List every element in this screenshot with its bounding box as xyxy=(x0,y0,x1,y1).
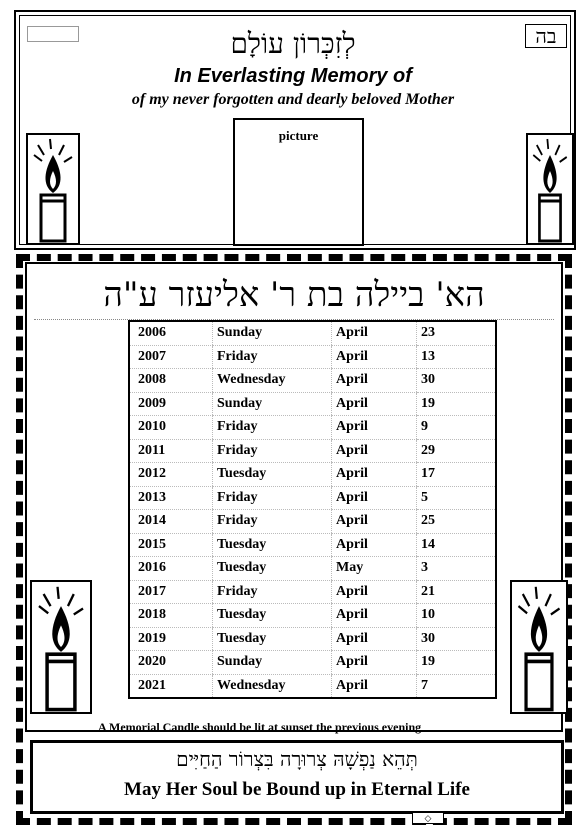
day-cell: Friday xyxy=(213,345,332,369)
date-cell: 17 xyxy=(417,463,497,487)
date-cell: 19 xyxy=(417,651,497,675)
table-row xyxy=(129,604,496,628)
day-cell: Sunday xyxy=(213,321,332,345)
day-cell: Tuesday xyxy=(213,604,332,628)
month-cell: April xyxy=(332,439,417,463)
resize-handle[interactable]: ◇ xyxy=(412,812,444,824)
date-cell: 3 xyxy=(417,557,497,581)
month-cell: April xyxy=(332,651,417,675)
table-row xyxy=(129,580,496,604)
year-cell: 2011 xyxy=(129,439,213,463)
date-cell: 30 xyxy=(417,369,497,393)
day-cell: Tuesday xyxy=(213,627,332,651)
memorial-candle-icon xyxy=(28,135,78,243)
table-row xyxy=(129,651,496,675)
table-row xyxy=(129,416,496,440)
day-cell: Sunday xyxy=(213,651,332,675)
year-cell: 2016 xyxy=(129,557,213,581)
title-line-1: In Everlasting Memory of xyxy=(174,65,412,87)
year-cell: 2017 xyxy=(129,580,213,604)
table-row xyxy=(129,557,496,581)
table-row xyxy=(129,439,496,463)
day-cell: Sunday xyxy=(213,392,332,416)
date-cell: 25 xyxy=(417,510,497,534)
month-cell: April xyxy=(332,416,417,440)
table-row xyxy=(129,627,496,651)
candle-bottom-left xyxy=(30,580,92,714)
year-cell: 2014 xyxy=(129,510,213,534)
footer-hebrew: תְּהֵא נַפְשָׁהּ צְרוּרָה בִּצְרוֹר הַחַיִּים xyxy=(176,747,418,771)
candle-top-left xyxy=(26,133,80,245)
month-cell: April xyxy=(332,580,417,604)
date-cell: 9 xyxy=(417,416,497,440)
picture-placeholder[interactable] xyxy=(233,118,364,246)
date-cell: 5 xyxy=(417,486,497,510)
memorial-candle-icon xyxy=(32,582,90,712)
bh-mark: בה xyxy=(525,24,567,48)
month-cell: April xyxy=(332,510,417,534)
day-cell: Tuesday xyxy=(213,463,332,487)
table-row xyxy=(129,392,496,416)
year-cell: 2021 xyxy=(129,674,213,698)
table-row xyxy=(129,674,496,698)
table-row xyxy=(129,463,496,487)
month-cell: April xyxy=(332,392,417,416)
month-cell: April xyxy=(332,345,417,369)
date-cell: 19 xyxy=(417,392,497,416)
month-cell: April xyxy=(332,533,417,557)
date-cell: 10 xyxy=(417,604,497,628)
date-cell: 30 xyxy=(417,627,497,651)
year-cell: 2010 xyxy=(129,416,213,440)
year-cell: 2012 xyxy=(129,463,213,487)
memorial-candle-icon xyxy=(528,135,572,243)
date-cell: 7 xyxy=(417,674,497,698)
table-row xyxy=(129,533,496,557)
date-cell: 13 xyxy=(417,345,497,369)
month-cell: April xyxy=(332,627,417,651)
year-cell: 2008 xyxy=(129,369,213,393)
text-box[interactable] xyxy=(27,26,79,42)
month-cell: May xyxy=(332,557,417,581)
date-cell: 23 xyxy=(417,321,497,345)
picture-label: picture xyxy=(278,128,319,143)
candle-lighting-note: A Memorial Candle should be lit at sunset the previous evening xyxy=(98,720,422,734)
year-cell: 2006 xyxy=(129,321,213,345)
month-cell: April xyxy=(332,486,417,510)
hebrew-name: הא' ביילה בת ר' אליעזר ע"ה xyxy=(34,270,554,320)
day-cell: Friday xyxy=(213,580,332,604)
month-cell: April xyxy=(332,674,417,698)
day-cell: Friday xyxy=(213,510,332,534)
year-cell: 2013 xyxy=(129,486,213,510)
memorial-candle-icon xyxy=(512,582,566,712)
date-cell: 21 xyxy=(417,580,497,604)
candle-top-right xyxy=(526,133,574,245)
month-cell: April xyxy=(332,369,417,393)
year-cell: 2009 xyxy=(129,392,213,416)
month-cell: April xyxy=(332,321,417,345)
year-cell: 2019 xyxy=(129,627,213,651)
hebrew-title: לְזִכְּרוֹן עוֹלָם xyxy=(230,27,356,60)
day-cell: Friday xyxy=(213,416,332,440)
table-row xyxy=(129,486,496,510)
date-cell: 14 xyxy=(417,533,497,557)
year-cell: 2015 xyxy=(129,533,213,557)
month-cell: April xyxy=(332,604,417,628)
table-row xyxy=(129,369,496,393)
table-row xyxy=(129,345,496,369)
day-cell: Tuesday xyxy=(213,557,332,581)
candle-bottom-right xyxy=(510,580,568,714)
table-row xyxy=(129,510,496,534)
footer-english: May Her Soul be Bound up in Eternal Life xyxy=(124,779,470,800)
month-cell: April xyxy=(332,463,417,487)
day-cell: Wednesday xyxy=(213,674,332,698)
yahrzeit-dates-table xyxy=(128,320,497,699)
year-cell: 2007 xyxy=(129,345,213,369)
day-cell: Tuesday xyxy=(213,533,332,557)
date-cell: 29 xyxy=(417,439,497,463)
title-line-2: of my never forgotten and dearly beloved Mother xyxy=(131,91,455,108)
year-cell: 2018 xyxy=(129,604,213,628)
day-cell: Friday xyxy=(213,439,332,463)
table-row xyxy=(129,321,496,345)
year-cell: 2020 xyxy=(129,651,213,675)
day-cell: Friday xyxy=(213,486,332,510)
day-cell: Wednesday xyxy=(213,369,332,393)
